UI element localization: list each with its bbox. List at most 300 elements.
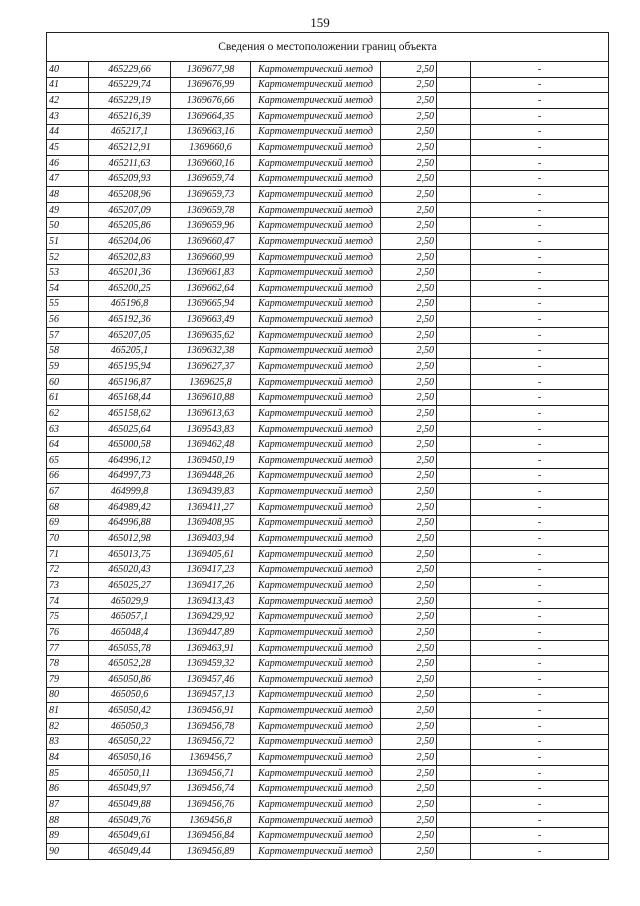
table-row: [47, 374, 609, 390]
table-row: [47, 234, 609, 250]
empty-cell: [437, 531, 471, 547]
empty-cell: [437, 124, 471, 140]
x-coordinate-cell: 464996,88: [89, 515, 171, 531]
method-cell: Картометрический метод: [251, 343, 381, 359]
x-coordinate-cell: 465201,36: [89, 265, 171, 281]
empty-cell: [437, 484, 471, 500]
table-row: [47, 390, 609, 406]
x-coordinate-cell: 465217,1: [89, 124, 171, 140]
y-coordinate-cell: 1369625,8: [171, 374, 251, 390]
x-coordinate-cell: 464996,12: [89, 453, 171, 469]
description-cell: -: [471, 687, 609, 703]
table-row: [47, 687, 609, 703]
method-cell: Картометрический метод: [251, 108, 381, 124]
description-cell: -: [471, 390, 609, 406]
table-row: [47, 640, 609, 656]
x-coordinate-cell: 465025,27: [89, 578, 171, 594]
description-cell: -: [471, 484, 609, 500]
method-cell: Картометрический метод: [251, 718, 381, 734]
x-coordinate-cell: 465050,86: [89, 671, 171, 687]
x-coordinate-cell: 465205,86: [89, 218, 171, 234]
accuracy-cell: 2,50: [381, 671, 437, 687]
table-row: [47, 750, 609, 766]
empty-cell: [437, 781, 471, 797]
table-row: [47, 578, 609, 594]
empty-cell: [437, 390, 471, 406]
y-coordinate-cell: 1369457,13: [171, 687, 251, 703]
accuracy-cell: 2,50: [381, 625, 437, 641]
point-number-cell: 67: [47, 484, 89, 500]
method-cell: Картометрический метод: [251, 234, 381, 250]
table-row: [47, 202, 609, 218]
point-number-cell: 80: [47, 687, 89, 703]
point-number-cell: 64: [47, 437, 89, 453]
y-coordinate-cell: 1369462,48: [171, 437, 251, 453]
table-row: [47, 327, 609, 343]
point-number-cell: 63: [47, 421, 89, 437]
x-coordinate-cell: 465048,4: [89, 625, 171, 641]
y-coordinate-cell: 1369610,88: [171, 390, 251, 406]
description-cell: -: [471, 312, 609, 328]
y-coordinate-cell: 1369439,83: [171, 484, 251, 500]
method-cell: Картометрический метод: [251, 828, 381, 844]
empty-cell: [437, 155, 471, 171]
method-cell: Картометрический метод: [251, 578, 381, 594]
method-cell: Картометрический метод: [251, 124, 381, 140]
table-row: [47, 265, 609, 281]
description-cell: -: [471, 234, 609, 250]
description-cell: -: [471, 515, 609, 531]
x-coordinate-cell: 465207,09: [89, 202, 171, 218]
point-number-cell: 51: [47, 234, 89, 250]
empty-cell: [437, 812, 471, 828]
y-coordinate-cell: 1369456,89: [171, 844, 251, 860]
table-row: [47, 656, 609, 672]
x-coordinate-cell: 465195,94: [89, 359, 171, 375]
table-row: [47, 453, 609, 469]
x-coordinate-cell: 464989,42: [89, 499, 171, 515]
method-cell: Картометрический метод: [251, 797, 381, 813]
empty-cell: [437, 468, 471, 484]
point-number-cell: 49: [47, 202, 89, 218]
description-cell: -: [471, 62, 609, 78]
accuracy-cell: 2,50: [381, 77, 437, 93]
point-number-cell: 88: [47, 812, 89, 828]
empty-cell: [437, 374, 471, 390]
description-cell: -: [471, 671, 609, 687]
empty-cell: [437, 343, 471, 359]
accuracy-cell: 2,50: [381, 406, 437, 422]
table-row: [47, 718, 609, 734]
empty-cell: [437, 515, 471, 531]
point-number-cell: 87: [47, 797, 89, 813]
empty-cell: [437, 108, 471, 124]
point-number-cell: 45: [47, 140, 89, 156]
table-row: [47, 781, 609, 797]
method-cell: Картометрический метод: [251, 218, 381, 234]
description-cell: -: [471, 327, 609, 343]
description-cell: -: [471, 750, 609, 766]
method-cell: Картометрический метод: [251, 93, 381, 109]
accuracy-cell: 2,50: [381, 828, 437, 844]
point-number-cell: 52: [47, 249, 89, 265]
accuracy-cell: 2,50: [381, 187, 437, 203]
y-coordinate-cell: 1369613,63: [171, 406, 251, 422]
table-row: [47, 249, 609, 265]
point-number-cell: 43: [47, 108, 89, 124]
method-cell: Картометрический метод: [251, 703, 381, 719]
empty-cell: [437, 62, 471, 78]
empty-cell: [437, 187, 471, 203]
y-coordinate-cell: 1369676,99: [171, 77, 251, 93]
y-coordinate-cell: 1369659,73: [171, 187, 251, 203]
empty-cell: [437, 437, 471, 453]
x-coordinate-cell: 465050,3: [89, 718, 171, 734]
point-number-cell: 47: [47, 171, 89, 187]
y-coordinate-cell: 1369456,84: [171, 828, 251, 844]
description-cell: -: [471, 406, 609, 422]
point-number-cell: 76: [47, 625, 89, 641]
table-row: [47, 531, 609, 547]
method-cell: Картометрический метод: [251, 609, 381, 625]
accuracy-cell: 2,50: [381, 734, 437, 750]
x-coordinate-cell: 465216,39: [89, 108, 171, 124]
table-row: [47, 703, 609, 719]
description-cell: -: [471, 828, 609, 844]
y-coordinate-cell: 1369403,94: [171, 531, 251, 547]
method-cell: Картометрический метод: [251, 546, 381, 562]
point-number-cell: 58: [47, 343, 89, 359]
method-cell: Картометрический метод: [251, 202, 381, 218]
method-cell: Картометрический метод: [251, 671, 381, 687]
method-cell: Картометрический метод: [251, 421, 381, 437]
method-cell: Картометрический метод: [251, 781, 381, 797]
table-row: [47, 546, 609, 562]
y-coordinate-cell: 1369662,64: [171, 280, 251, 296]
accuracy-cell: 2,50: [381, 218, 437, 234]
point-number-cell: 44: [47, 124, 89, 140]
accuracy-cell: 2,50: [381, 484, 437, 500]
point-number-cell: 60: [47, 374, 89, 390]
accuracy-cell: 2,50: [381, 499, 437, 515]
empty-cell: [437, 562, 471, 578]
empty-cell: [437, 265, 471, 281]
table-row: [47, 484, 609, 500]
x-coordinate-cell: 465200,25: [89, 280, 171, 296]
description-cell: -: [471, 124, 609, 140]
point-number-cell: 41: [47, 77, 89, 93]
empty-cell: [437, 546, 471, 562]
x-coordinate-cell: 465052,28: [89, 656, 171, 672]
empty-cell: [437, 140, 471, 156]
description-cell: -: [471, 93, 609, 109]
accuracy-cell: 2,50: [381, 750, 437, 766]
accuracy-cell: 2,50: [381, 234, 437, 250]
point-number-cell: 53: [47, 265, 89, 281]
x-coordinate-cell: 465192,36: [89, 312, 171, 328]
y-coordinate-cell: 1369417,23: [171, 562, 251, 578]
method-cell: Картометрический метод: [251, 280, 381, 296]
table-row: [47, 797, 609, 813]
x-coordinate-cell: 465158,62: [89, 406, 171, 422]
accuracy-cell: 2,50: [381, 531, 437, 547]
y-coordinate-cell: 1369663,16: [171, 124, 251, 140]
accuracy-cell: 2,50: [381, 390, 437, 406]
table-caption-row: [47, 33, 609, 62]
accuracy-cell: 2,50: [381, 280, 437, 296]
x-coordinate-cell: 465013,75: [89, 546, 171, 562]
x-coordinate-cell: 465029,9: [89, 593, 171, 609]
empty-cell: [437, 671, 471, 687]
empty-cell: [437, 93, 471, 109]
table-row: [47, 140, 609, 156]
method-cell: Картометрический метод: [251, 453, 381, 469]
empty-cell: [437, 687, 471, 703]
description-cell: -: [471, 844, 609, 860]
point-number-cell: 85: [47, 765, 89, 781]
empty-cell: [437, 578, 471, 594]
accuracy-cell: 2,50: [381, 687, 437, 703]
point-number-cell: 46: [47, 155, 89, 171]
empty-cell: [437, 797, 471, 813]
point-number-cell: 65: [47, 453, 89, 469]
description-cell: -: [471, 77, 609, 93]
accuracy-cell: 2,50: [381, 93, 437, 109]
point-number-cell: 59: [47, 359, 89, 375]
point-number-cell: 56: [47, 312, 89, 328]
description-cell: -: [471, 656, 609, 672]
point-number-cell: 84: [47, 750, 89, 766]
method-cell: Картометрический метод: [251, 656, 381, 672]
x-coordinate-cell: 465205,1: [89, 343, 171, 359]
method-cell: Картометрический метод: [251, 327, 381, 343]
empty-cell: [437, 202, 471, 218]
method-cell: Картометрический метод: [251, 812, 381, 828]
empty-cell: [437, 499, 471, 515]
y-coordinate-cell: 1369405,61: [171, 546, 251, 562]
table-row: [47, 280, 609, 296]
method-cell: Картометрический метод: [251, 484, 381, 500]
x-coordinate-cell: 465209,93: [89, 171, 171, 187]
table-row: [47, 593, 609, 609]
y-coordinate-cell: 1369456,76: [171, 797, 251, 813]
method-cell: Картометрический метод: [251, 562, 381, 578]
accuracy-cell: 2,50: [381, 562, 437, 578]
empty-cell: [437, 828, 471, 844]
description-cell: -: [471, 468, 609, 484]
empty-cell: [437, 280, 471, 296]
method-cell: Картометрический метод: [251, 406, 381, 422]
y-coordinate-cell: 1369664,35: [171, 108, 251, 124]
empty-cell: [437, 656, 471, 672]
table-row: [47, 187, 609, 203]
x-coordinate-cell: 465229,19: [89, 93, 171, 109]
accuracy-cell: 2,50: [381, 453, 437, 469]
x-coordinate-cell: 465012,98: [89, 531, 171, 547]
accuracy-cell: 2,50: [381, 265, 437, 281]
y-coordinate-cell: 1369456,72: [171, 734, 251, 750]
table-row: [47, 359, 609, 375]
empty-cell: [437, 750, 471, 766]
x-coordinate-cell: 465202,83: [89, 249, 171, 265]
empty-cell: [437, 249, 471, 265]
point-number-cell: 83: [47, 734, 89, 750]
point-number-cell: 74: [47, 593, 89, 609]
accuracy-cell: 2,50: [381, 812, 437, 828]
empty-cell: [437, 625, 471, 641]
y-coordinate-cell: 1369408,95: [171, 515, 251, 531]
description-cell: -: [471, 703, 609, 719]
table-row: [47, 312, 609, 328]
table-row: [47, 562, 609, 578]
method-cell: Картометрический метод: [251, 734, 381, 750]
empty-cell: [437, 171, 471, 187]
description-cell: -: [471, 421, 609, 437]
empty-cell: [437, 734, 471, 750]
table-row: [47, 108, 609, 124]
x-coordinate-cell: 465229,66: [89, 62, 171, 78]
description-cell: -: [471, 249, 609, 265]
y-coordinate-cell: 1369456,8: [171, 812, 251, 828]
description-cell: -: [471, 499, 609, 515]
accuracy-cell: 2,50: [381, 515, 437, 531]
empty-cell: [437, 718, 471, 734]
x-coordinate-cell: 465212,91: [89, 140, 171, 156]
x-coordinate-cell: 465168,44: [89, 390, 171, 406]
y-coordinate-cell: 1369459,32: [171, 656, 251, 672]
description-cell: -: [471, 797, 609, 813]
accuracy-cell: 2,50: [381, 249, 437, 265]
point-number-cell: 70: [47, 531, 89, 547]
description-cell: -: [471, 781, 609, 797]
description-cell: -: [471, 437, 609, 453]
accuracy-cell: 2,50: [381, 656, 437, 672]
description-cell: -: [471, 734, 609, 750]
x-coordinate-cell: 465196,87: [89, 374, 171, 390]
accuracy-cell: 2,50: [381, 765, 437, 781]
table-row: [47, 812, 609, 828]
table-row: [47, 609, 609, 625]
empty-cell: [437, 844, 471, 860]
empty-cell: [437, 312, 471, 328]
method-cell: Картометрический метод: [251, 296, 381, 312]
description-cell: -: [471, 374, 609, 390]
method-cell: Картометрический метод: [251, 687, 381, 703]
method-cell: Картометрический метод: [251, 171, 381, 187]
table-body: [47, 33, 609, 860]
accuracy-cell: 2,50: [381, 578, 437, 594]
point-number-cell: 86: [47, 781, 89, 797]
description-cell: -: [471, 171, 609, 187]
x-coordinate-cell: 465204,06: [89, 234, 171, 250]
method-cell: Картометрический метод: [251, 312, 381, 328]
empty-cell: [437, 421, 471, 437]
y-coordinate-cell: 1369660,6: [171, 140, 251, 156]
description-cell: -: [471, 155, 609, 171]
table-row: [47, 844, 609, 860]
empty-cell: [437, 703, 471, 719]
x-coordinate-cell: 465207,05: [89, 327, 171, 343]
description-cell: -: [471, 640, 609, 656]
y-coordinate-cell: 1369411,27: [171, 499, 251, 515]
method-cell: Картометрический метод: [251, 62, 381, 78]
y-coordinate-cell: 1369456,78: [171, 718, 251, 734]
description-cell: -: [471, 546, 609, 562]
description-cell: -: [471, 453, 609, 469]
table-row: [47, 421, 609, 437]
description-cell: -: [471, 609, 609, 625]
point-number-cell: 81: [47, 703, 89, 719]
point-number-cell: 82: [47, 718, 89, 734]
y-coordinate-cell: 1369447,89: [171, 625, 251, 641]
y-coordinate-cell: 1369417,26: [171, 578, 251, 594]
y-coordinate-cell: 1369635,62: [171, 327, 251, 343]
table-row: [47, 93, 609, 109]
y-coordinate-cell: 1369413,43: [171, 593, 251, 609]
point-number-cell: 90: [47, 844, 89, 860]
y-coordinate-cell: 1369456,71: [171, 765, 251, 781]
point-number-cell: 77: [47, 640, 89, 656]
description-cell: -: [471, 280, 609, 296]
accuracy-cell: 2,50: [381, 312, 437, 328]
point-number-cell: 75: [47, 609, 89, 625]
accuracy-cell: 2,50: [381, 593, 437, 609]
x-coordinate-cell: 464997,73: [89, 468, 171, 484]
accuracy-cell: 2,50: [381, 108, 437, 124]
empty-cell: [437, 640, 471, 656]
method-cell: Картометрический метод: [251, 437, 381, 453]
accuracy-cell: 2,50: [381, 359, 437, 375]
table-row: [47, 343, 609, 359]
accuracy-cell: 2,50: [381, 797, 437, 813]
table-row: [47, 62, 609, 78]
method-cell: Картометрический метод: [251, 187, 381, 203]
point-number-cell: 71: [47, 546, 89, 562]
y-coordinate-cell: 1369661,83: [171, 265, 251, 281]
empty-cell: [437, 296, 471, 312]
x-coordinate-cell: 465049,61: [89, 828, 171, 844]
y-coordinate-cell: 1369457,46: [171, 671, 251, 687]
table-row: [47, 468, 609, 484]
y-coordinate-cell: 1369663,49: [171, 312, 251, 328]
y-coordinate-cell: 1369456,91: [171, 703, 251, 719]
method-cell: Картометрический метод: [251, 593, 381, 609]
table-row: [47, 437, 609, 453]
table-row: [47, 515, 609, 531]
point-number-cell: 55: [47, 296, 89, 312]
x-coordinate-cell: 465050,11: [89, 765, 171, 781]
y-coordinate-cell: 1369448,26: [171, 468, 251, 484]
method-cell: Картометрический метод: [251, 750, 381, 766]
accuracy-cell: 2,50: [381, 171, 437, 187]
empty-cell: [437, 765, 471, 781]
point-number-cell: 61: [47, 390, 89, 406]
method-cell: Картометрический метод: [251, 468, 381, 484]
y-coordinate-cell: 1369450,19: [171, 453, 251, 469]
accuracy-cell: 2,50: [381, 155, 437, 171]
x-coordinate-cell: 465050,16: [89, 750, 171, 766]
y-coordinate-cell: 1369660,47: [171, 234, 251, 250]
accuracy-cell: 2,50: [381, 140, 437, 156]
table-row: [47, 124, 609, 140]
accuracy-cell: 2,50: [381, 609, 437, 625]
table-row: [47, 625, 609, 641]
description-cell: -: [471, 108, 609, 124]
empty-cell: [437, 218, 471, 234]
y-coordinate-cell: 1369456,7: [171, 750, 251, 766]
point-number-cell: 68: [47, 499, 89, 515]
accuracy-cell: 2,50: [381, 374, 437, 390]
